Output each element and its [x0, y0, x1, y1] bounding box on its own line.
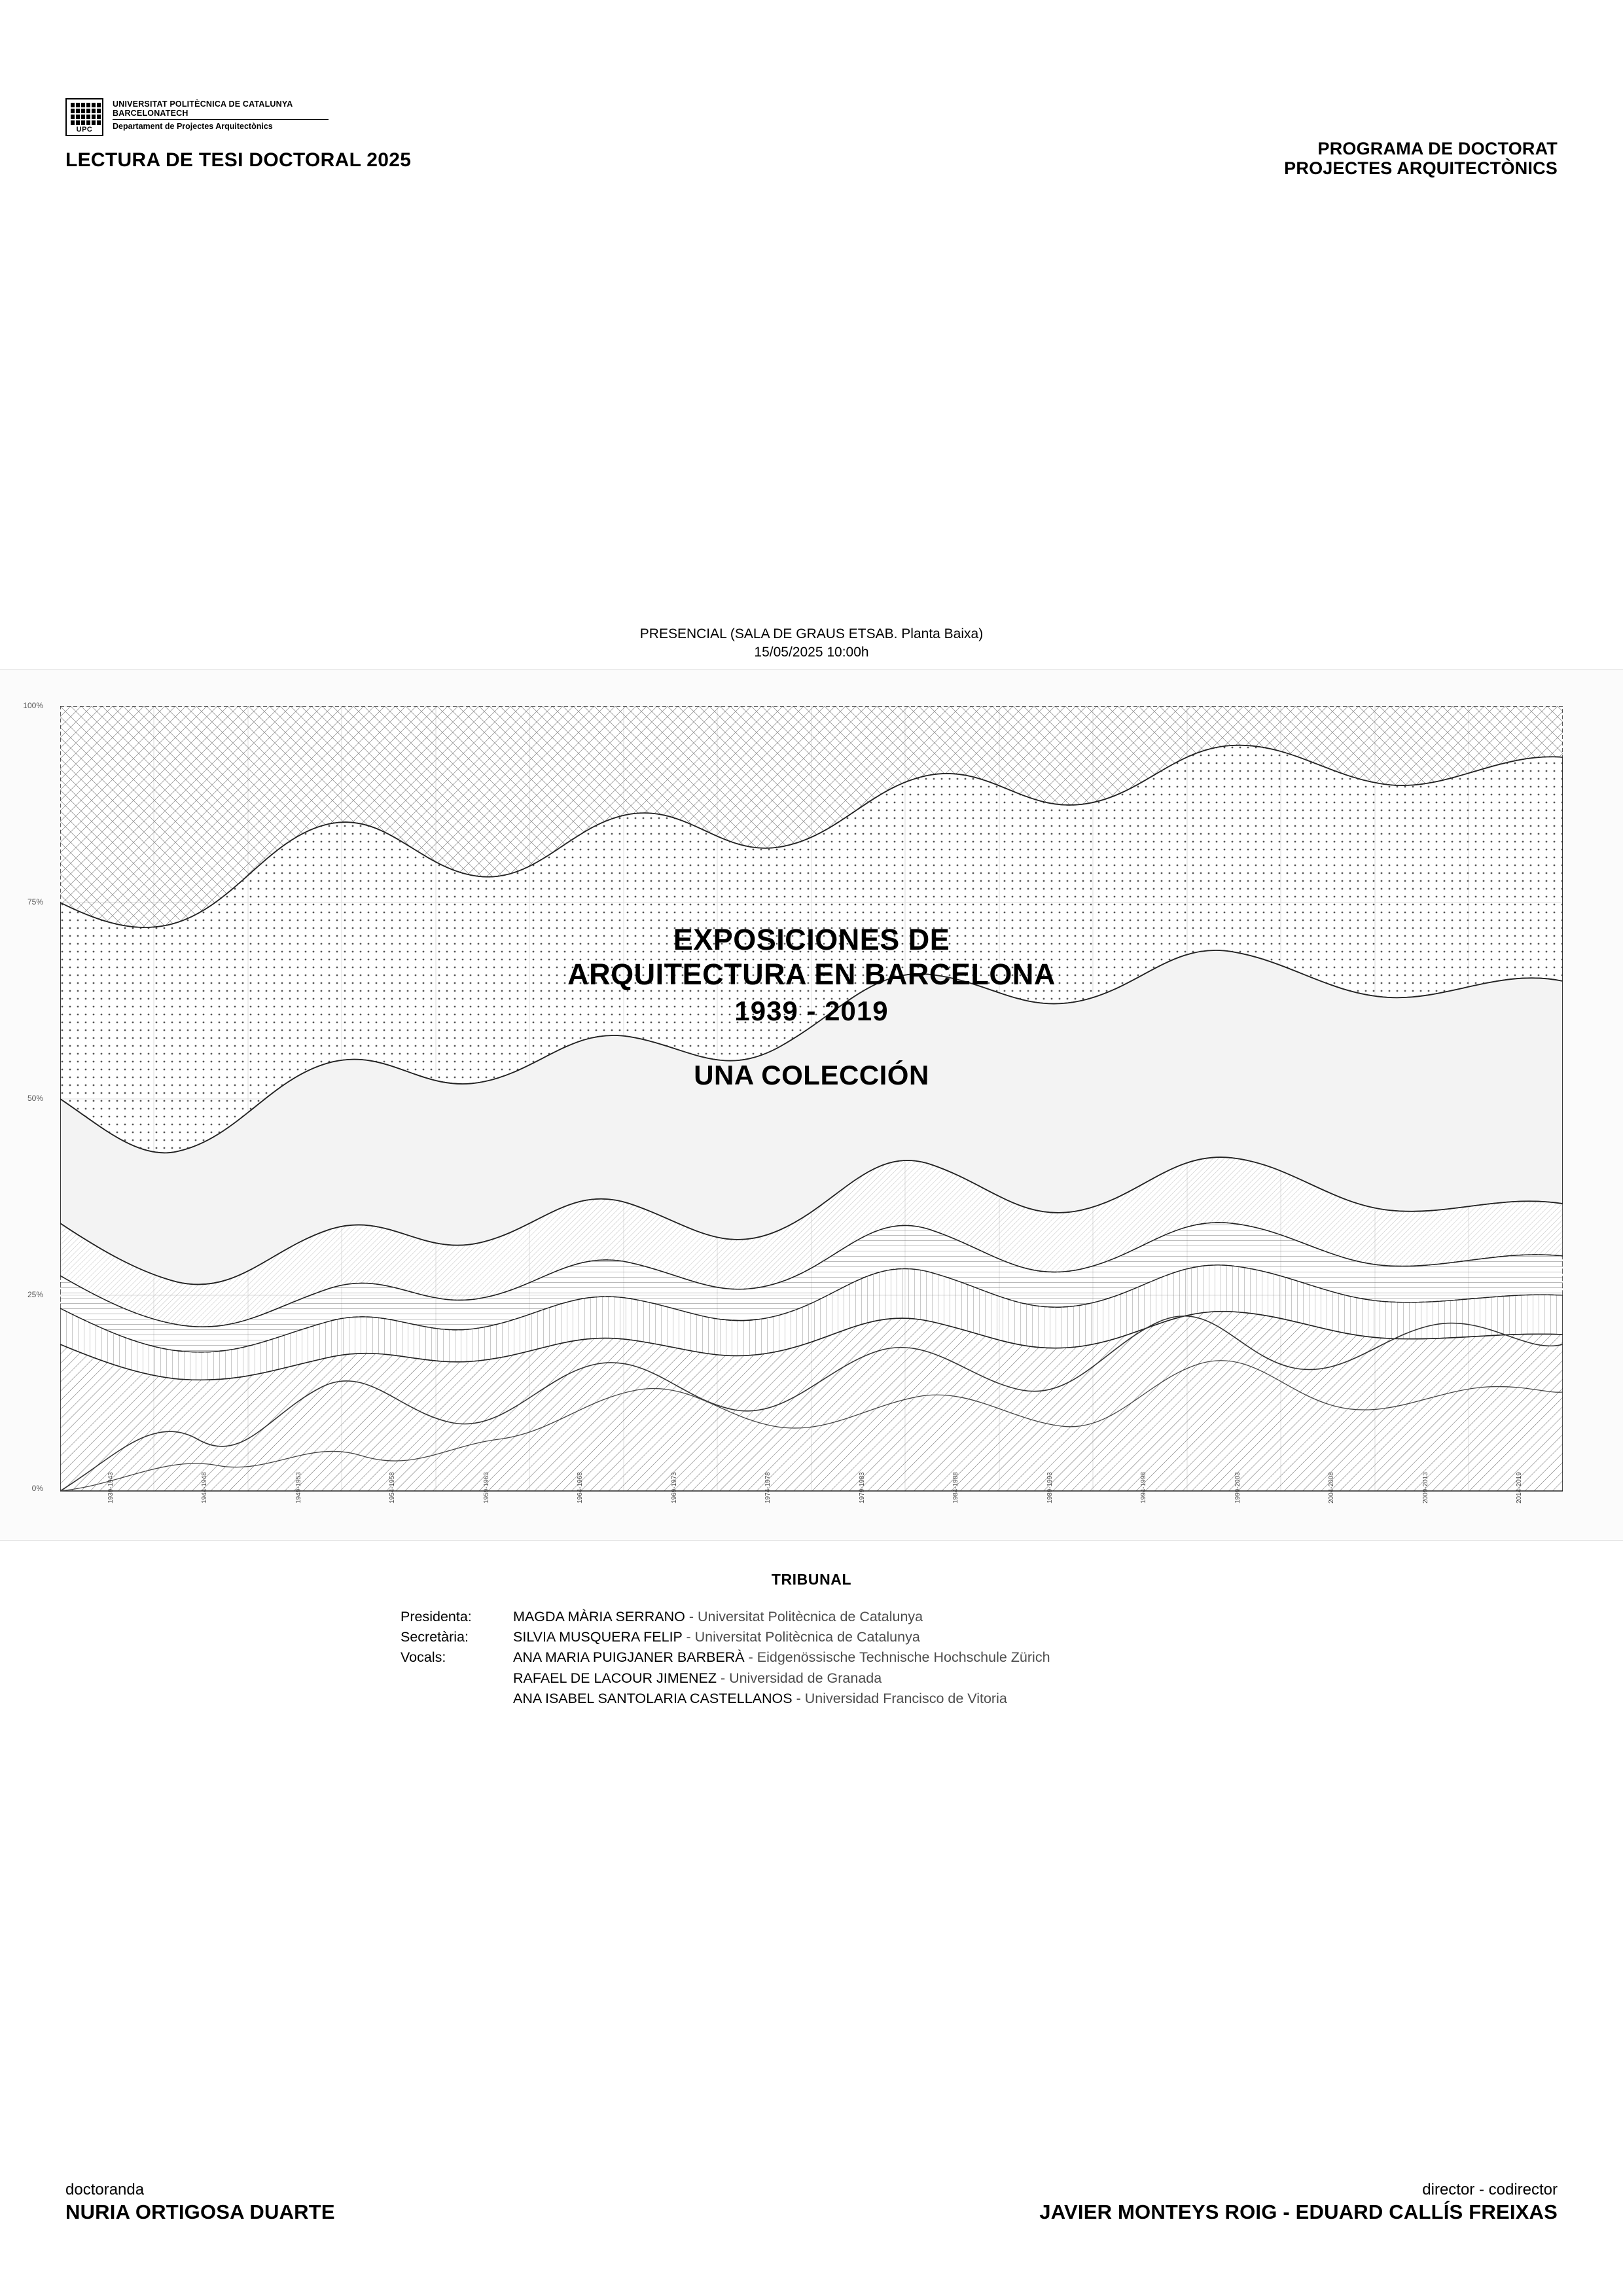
programme-line2: PROJECTES ARQUITECTÒNICS [1284, 158, 1558, 179]
tribunal-member-name: SILVIA MUSQUERA FELIP [513, 1629, 683, 1645]
x-tick-5: 1964-1968 [577, 1472, 584, 1503]
x-tick-7: 1974-1978 [764, 1472, 772, 1503]
tribunal-member [513, 1647, 1251, 1668]
page-footer [65, 2166, 1558, 2225]
upc-logo-icon [65, 98, 103, 136]
tribunal-member-name: MAGDA MÀRIA SERRANO [513, 1609, 685, 1624]
y-tick-25: 25% [27, 1290, 43, 1299]
page-title: LECTURA DE TESI DOCTORAL 2025 [65, 149, 412, 171]
y-tick-50: 50% [27, 1094, 43, 1103]
y-tick-0: 0% [31, 1484, 43, 1493]
x-tick-13: 2004-2008 [1328, 1472, 1335, 1503]
x-tick-14: 2009-2013 [1422, 1472, 1429, 1503]
upc-department: Departament de Projectes Arquitectònics [113, 122, 273, 131]
poster-title-years: 1939 - 2019 [734, 996, 889, 1027]
upc-brand [65, 98, 329, 136]
venue-datetime: 15/05/2025 10:00h [754, 645, 869, 660]
x-tick-6: 1969-1973 [671, 1472, 678, 1503]
chart-canvas [60, 706, 1563, 1492]
tribunal-role-label: Presidenta: [401, 1609, 472, 1624]
tribunal-member-name: ANA ISABEL SANTOLARIA CASTELLANOS [513, 1690, 793, 1706]
tribunal-member-name: RAFAEL DE LACOUR JIMENEZ [513, 1670, 717, 1686]
tribunal-member-name: ANA MARIA PUIGJANER BARBERÀ [513, 1649, 745, 1666]
tribunal-member [513, 1668, 1251, 1689]
y-tick-75: 75% [27, 897, 43, 906]
tribunal-row-vocals [401, 1647, 1251, 1709]
poster-subtitle: UNA COLECCIÓN [694, 1060, 929, 1090]
tribunal-member [513, 1689, 1251, 1709]
page-header [65, 98, 1558, 190]
stacked-area-chart [23, 701, 1563, 1503]
tribunal-member [513, 1627, 1251, 1647]
tribunal-member-affiliation: - Universidad Francisco de Vitoria [796, 1690, 1007, 1706]
venue-block [0, 625, 1623, 662]
programme-line1: PROGRAMA DE DOCTORAT [1317, 139, 1558, 158]
tribunal-member [513, 1607, 1251, 1627]
x-tick-15: 2014-2019 [1516, 1472, 1523, 1503]
tribunal-role-label: Secretària: [401, 1629, 469, 1645]
footer-doctoranda-name: NURIA ORTIGOSA DUARTE [65, 2200, 335, 2224]
tribunal-heading: TRIBUNAL [771, 1571, 852, 1588]
x-tick-9: 1984-1988 [952, 1472, 959, 1503]
x-tick-2: 1949-1953 [295, 1472, 302, 1503]
x-tick-8: 1979-1983 [859, 1472, 866, 1503]
upc-brand-tech: BARCELONATECH [113, 109, 188, 118]
tribunal-row-secretary [401, 1627, 1251, 1647]
x-tick-10: 1989-1993 [1046, 1472, 1054, 1503]
tribunal-row-president [401, 1607, 1251, 1627]
x-tick-1: 1944-1948 [201, 1472, 208, 1503]
x-tick-4: 1959-1963 [483, 1472, 490, 1503]
programme-block [1284, 139, 1558, 178]
venue-location: PRESENCIAL (SALA DE GRAUS ETSAB. Planta Baixa) [639, 626, 984, 641]
footer-directors [1039, 2180, 1558, 2225]
footer-doctoranda [65, 2180, 335, 2225]
tribunal-member-affiliation: - Universidad de Granada [721, 1670, 882, 1686]
tribunal-list [401, 1607, 1251, 1709]
upc-logo-mark: UPC [76, 126, 93, 134]
x-tick-12: 1999-2003 [1234, 1472, 1241, 1503]
x-tick-11: 1994-1998 [1140, 1472, 1147, 1503]
y-tick-100: 100% [23, 701, 43, 710]
upc-university-name: UNIVERSITAT POLITÈCNICA DE CATALUNYA [113, 99, 293, 109]
poster-chart-band [0, 669, 1623, 1541]
upc-divider [113, 119, 329, 120]
tribunal-member-affiliation: - Universitat Politècnica de Catalunya [686, 1629, 920, 1645]
footer-doctoranda-role: doctoranda [65, 2181, 145, 2199]
tribunal-member-affiliation: - Eidgenössische Technische Hochschule Zürich [748, 1649, 1050, 1666]
x-tick-0: 1939-1943 [107, 1472, 115, 1503]
poster-title-line2: ARQUITECTURA EN BARCELONA [567, 958, 1056, 992]
x-tick-3: 1954-1958 [389, 1472, 396, 1503]
tribunal-role-label: Vocals: [401, 1649, 446, 1666]
footer-directors-name: JAVIER MONTEYS ROIG - EDUARD CALLÍS FREIXAS [1039, 2200, 1558, 2224]
poster-title-line1: EXPOSICIONES DE [673, 923, 950, 956]
footer-directors-role: director - codirector [1422, 2181, 1558, 2199]
tribunal-member-affiliation: - Universitat Politècnica de Catalunya [688, 1609, 923, 1624]
